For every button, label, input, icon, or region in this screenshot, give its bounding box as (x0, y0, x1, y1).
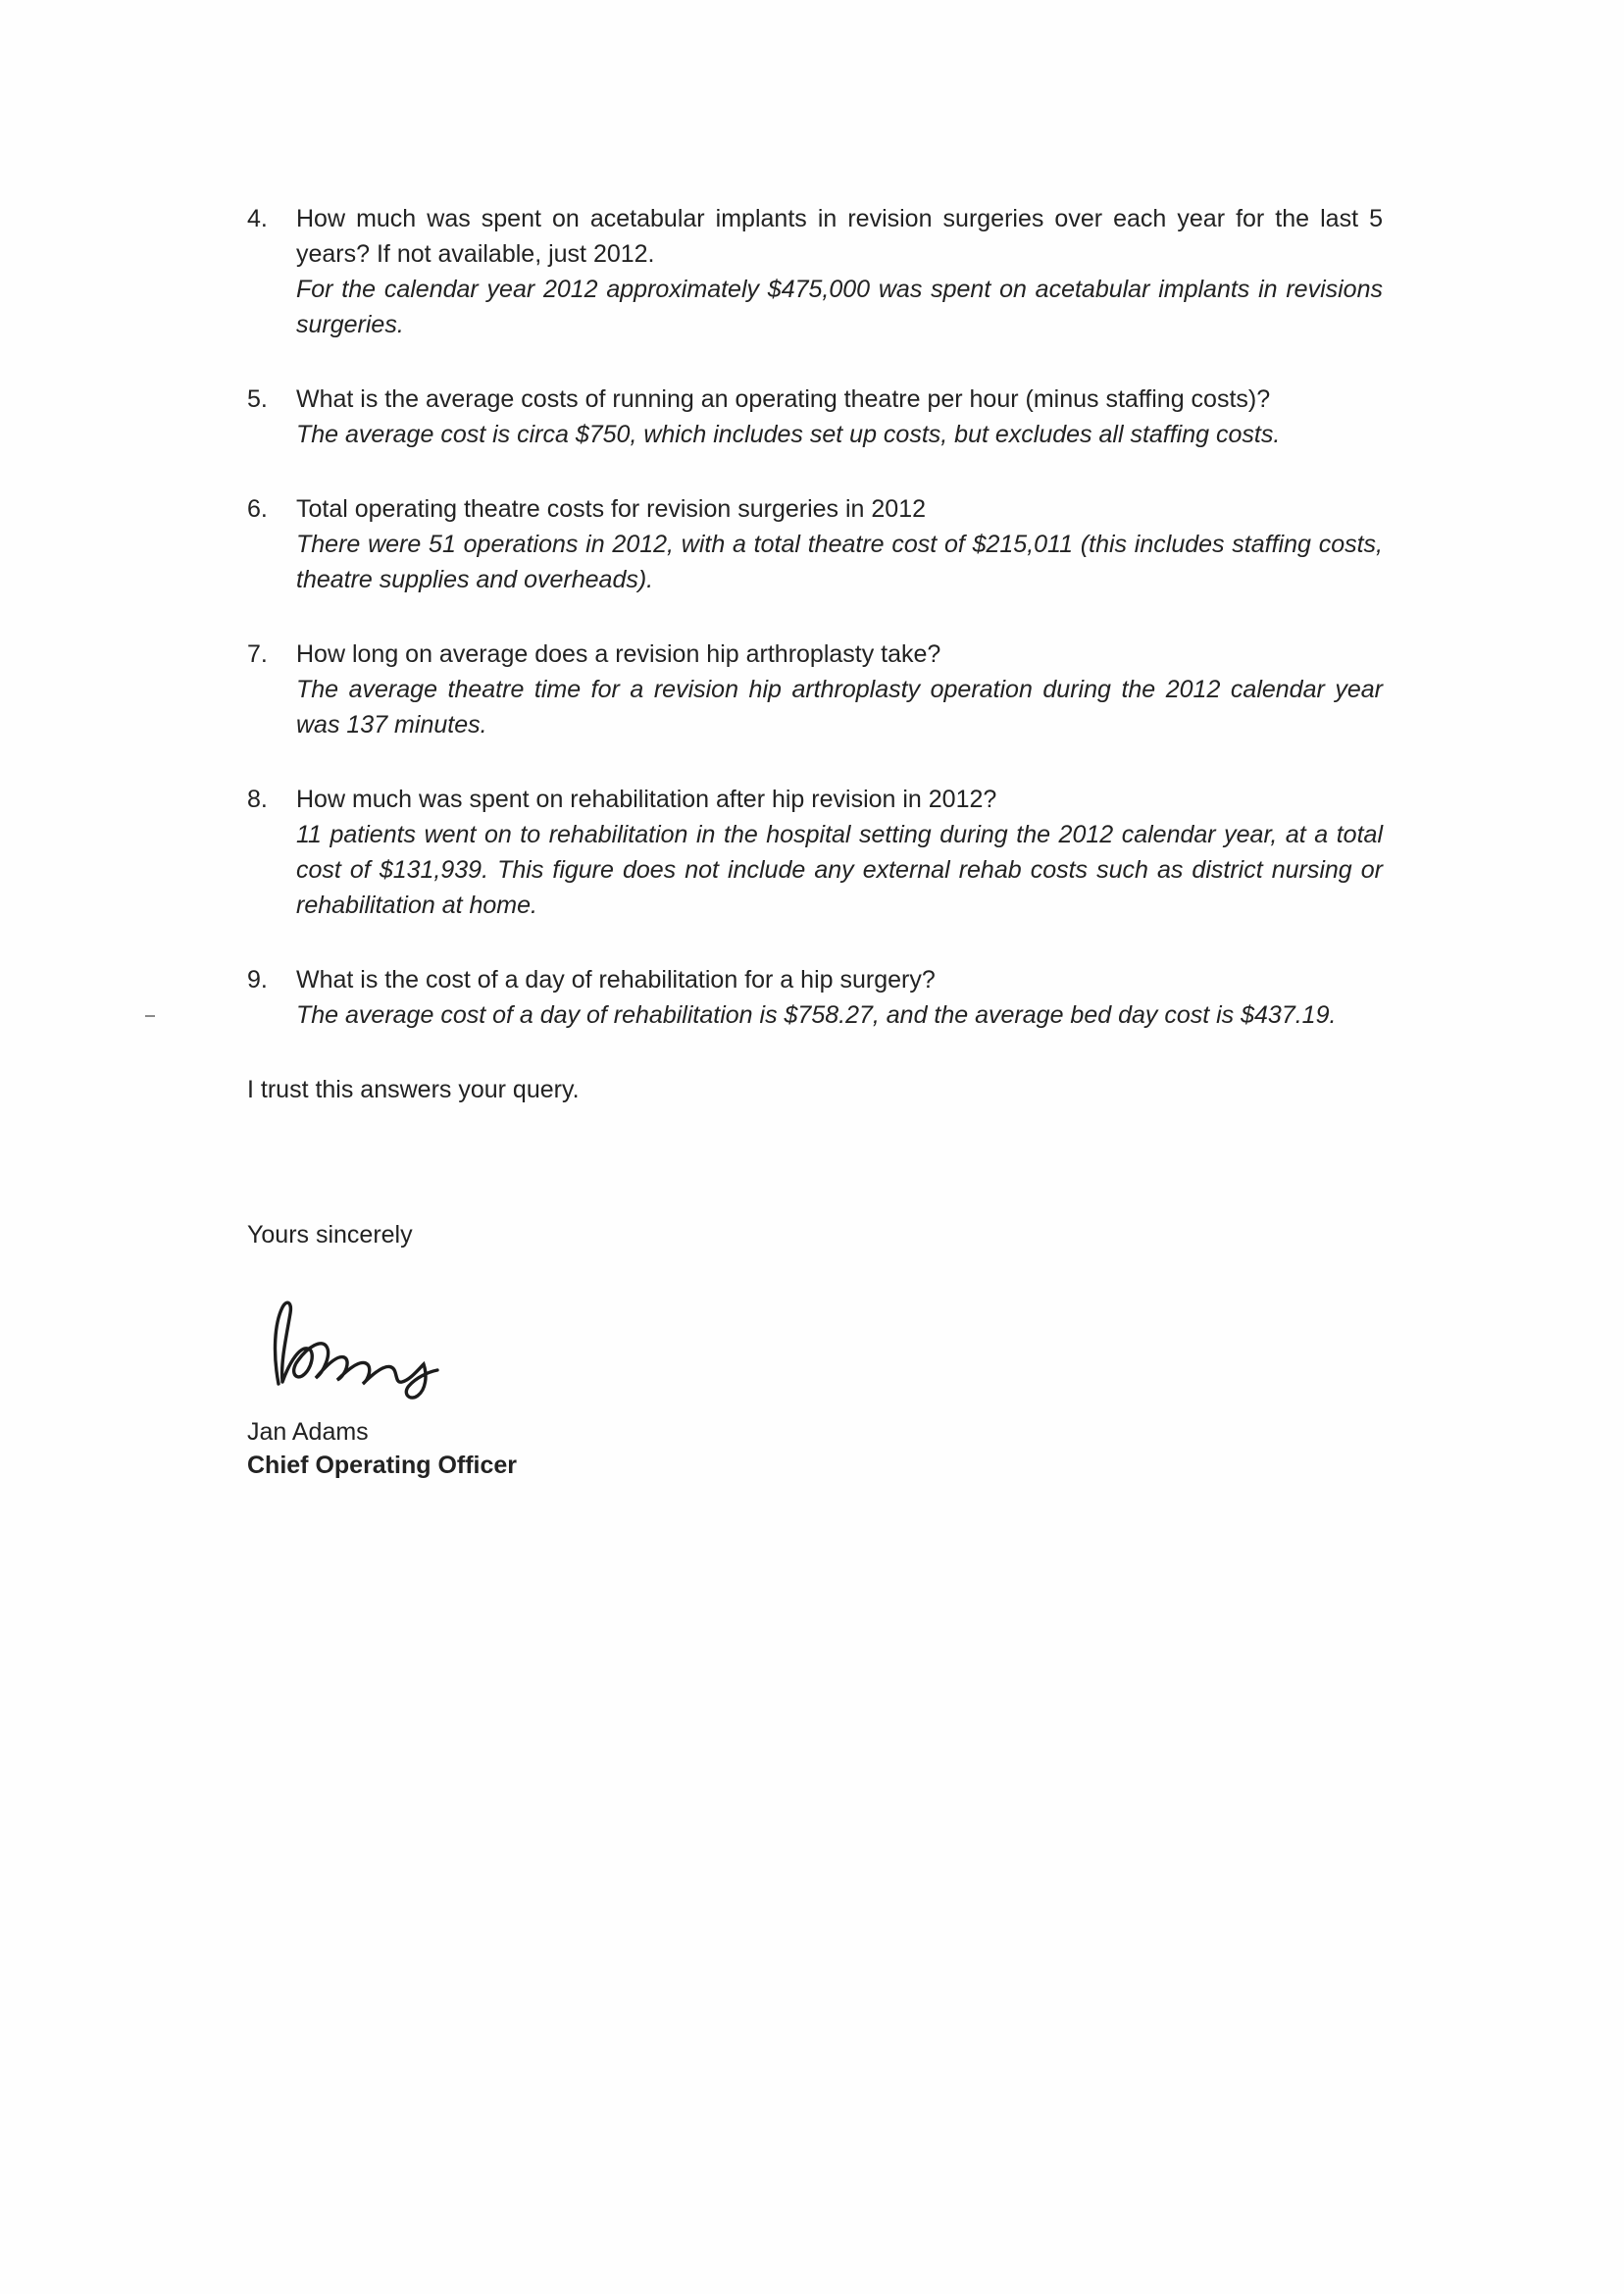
qa-item-5 (247, 382, 1383, 452)
answer-text: The average cost is circa $750, which includes set up costs, but excludes all staffing costs. (296, 421, 1281, 448)
valediction: Yours sincerely (247, 1221, 413, 1249)
qa-item-8 (247, 782, 1383, 923)
question-text: How much was spent on acetabular implants in revision surgeries over each year for the last 5 years? If not available, just 2012. (296, 205, 1383, 268)
closing-line: I trust this answers your query. (247, 1076, 580, 1103)
question-text: How much was spent on rehabilitation after hip revision in 2012? (296, 786, 997, 813)
item-number: 5. (247, 385, 268, 413)
question-text: What is the cost of a day of rehabilitation for a hip surgery? (296, 966, 936, 994)
answer-text: For the calendar year 2012 approximately $475,000 was spent on acetabular implants in revisions surgeries. (296, 276, 1383, 338)
qa-item-9 (247, 962, 1383, 1033)
answer-text: 11 patients went on to rehabilitation in the hospital setting during the 2012 calendar year, at a total cost of $131,939. This figure does not include any external rehab costs such as district nursing or rehabilitation at home. (296, 821, 1383, 919)
item-number: 9. (247, 966, 268, 994)
item-number: 6. (247, 495, 268, 523)
item-body (296, 637, 1383, 742)
qa-item-7 (247, 637, 1383, 742)
signature-image (253, 1294, 1383, 1402)
scan-artifact-mark (145, 1015, 155, 1017)
qa-item-6 (247, 491, 1383, 597)
signatory-name: Jan Adams (247, 1418, 369, 1446)
question-text: What is the average costs of running an operating theatre per hour (minus staffing costs)? (296, 385, 1271, 413)
item-body (296, 962, 1383, 1033)
answer-text: There were 51 operations in 2012, with a total theatre cost of $215,011 (this includes staffing costs, theatre supplies and overheads). (296, 531, 1383, 593)
question-text: How long on average does a revision hip arthroplasty take? (296, 640, 941, 668)
item-number: 7. (247, 640, 268, 668)
question-text: Total operating theatre costs for revision surgeries in 2012 (296, 495, 927, 523)
item-body (296, 382, 1383, 452)
item-number: 4. (247, 205, 268, 232)
item-number: 8. (247, 786, 268, 813)
qa-item-4 (247, 201, 1383, 342)
answer-text: The average theatre time for a revision hip arthroplasty operation during the 2012 calendar year was 137 minutes. (296, 676, 1383, 739)
answer-text: The average cost of a day of rehabilitation is $758.27, and the average bed day cost is $437.19. (296, 1001, 1337, 1029)
item-body (296, 782, 1383, 923)
signatory-title: Chief Operating Officer (247, 1452, 518, 1479)
item-body (296, 491, 1383, 597)
item-body (296, 201, 1383, 342)
